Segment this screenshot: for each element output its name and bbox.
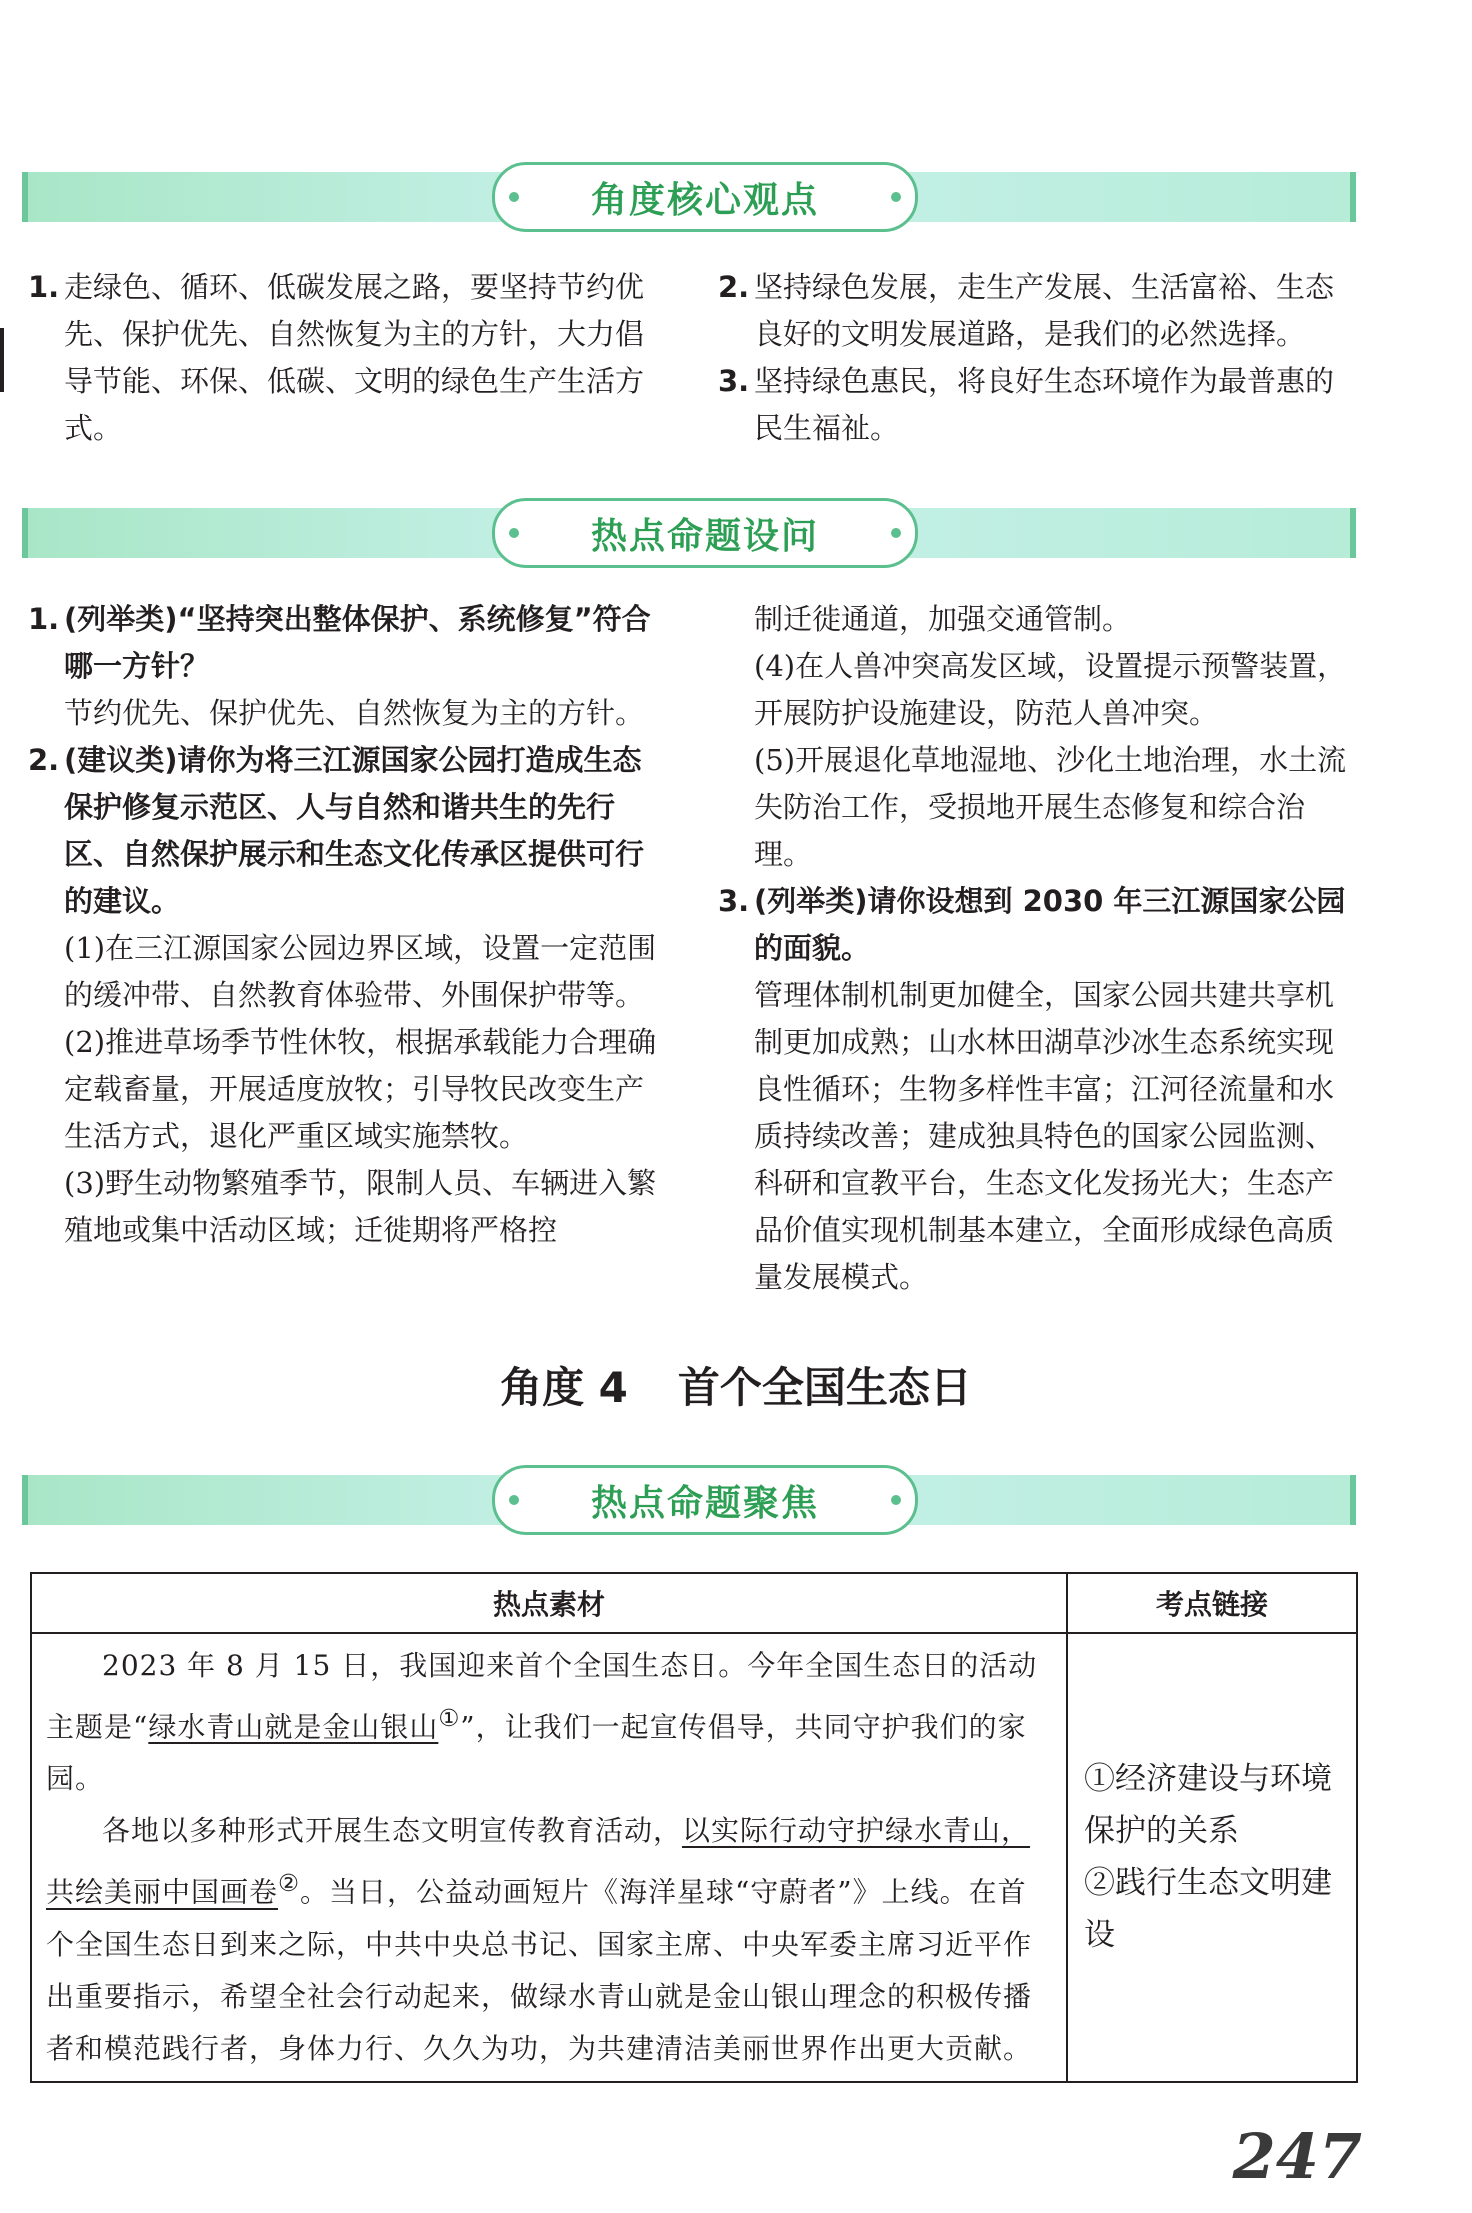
link-item-2: ②践行生态文明建设 bbox=[1084, 1865, 1332, 1954]
focus-banner bbox=[22, 1475, 1356, 1525]
question-2-continued: 制迁徙通道，加强交通管制。 (4)在人兽冲突高发区域，设置提示预警装置，开展防护设施建设，防范人兽冲突。 (5)开展退化草地湿地、沙化土地治理，水土流失防治工作，受损地开展生态修复和综合治理。 bbox=[754, 602, 1347, 871]
link-cell bbox=[1067, 1633, 1357, 2082]
core-point: 3. 坚持绿色惠民，将良好生态环境作为最普惠的民生福祉。 bbox=[718, 364, 1335, 445]
questions-right bbox=[718, 596, 1358, 1301]
material-paragraph-1: 2023 年 8 月 15 日，我国迎来首个全国生态日。今年全国生态日的活动主题是“绿水青山就是金山银山①”，让我们一起宣传倡导，共同守护我们的家园。 bbox=[46, 1649, 1038, 1796]
core-point: 2. 坚持绿色发展，走生产发展、生活富裕、生态良好的文明发展道路，是我们的必然选择。 bbox=[718, 270, 1335, 351]
link-item-1: ①经济建设与环境保护的关系 bbox=[1084, 1761, 1332, 1850]
material-paragraph-2: 各地以多种形式开展生态文明宣传教育活动，以实际行动守护绿水青山，共绘美丽中国画卷②。当日，公益动画短片《海洋星球“守蔚者”》上线。在首个全国生态日到来之际，中共中央总书记、国家主席、中央军委主席习近平作出重要指示，希望全社会行动起来，做绿水青山就是金山银山理念的积极传播者和模范践行者，身体力行、久久为功，为共建清洁美丽世界作出更大贡献。 bbox=[46, 1814, 1033, 2065]
table-row bbox=[31, 1633, 1357, 2082]
core-point: 1. 走绿色、循环、低碳发展之路，要坚持节约优先、保护优先、自然恢复为主的方针，大力倡导节能、环保、低碳、文明的绿色生产生活方式。 bbox=[28, 270, 645, 445]
section-heading bbox=[0, 1355, 1472, 1415]
section-title: 首个全国生态日 bbox=[677, 1363, 972, 1412]
core-points-left bbox=[28, 264, 658, 452]
column-header-material: 热点素材 bbox=[31, 1573, 1067, 1633]
question-2: 2. (建议类)请你为将三江源国家公园打造成生态保护修复示范区、人与自然和谐共生的先行区、自然保护展示和生态文化传承区提供可行的建议。 (1)在三江源国家公园边界区域，设置一定范围的缓冲带、自然教育体验带、外围保护带等。 (2)推进草场季节性休牧，根据承载能力合理确定载畜量，开展适度放牧；引导牧民改变生产生活方式，退化严重区域实施禁牧。 (3)野生动物繁殖季节，限制人员、车辆进入繁殖地或集中活动区域；迁徙期将严格控 bbox=[28, 743, 657, 1247]
page-edge-mark bbox=[0, 328, 4, 392]
focus-title: 热点命题聚焦 bbox=[590, 1482, 819, 1524]
core-views-banner bbox=[22, 172, 1356, 222]
question-1: 1. (列举类)“坚持突出整体保护、系统修复”符合哪一方针？ 节约优先、保护优先、自然恢复为主的方针。 bbox=[28, 602, 651, 730]
table-header-row bbox=[31, 1573, 1357, 1633]
questions-title: 热点命题设问 bbox=[590, 515, 819, 557]
questions-banner bbox=[22, 508, 1356, 558]
core-views-title: 角度核心观点 bbox=[590, 179, 819, 221]
material-cell bbox=[31, 1633, 1067, 2082]
column-header-link: 考点链接 bbox=[1067, 1573, 1357, 1633]
question-3: 3. (列举类)请你设想到 2030 年三江源国家公园的面貌。 管理体制机制更加健全，国家公园共建共享机制更加成熟；山水林田湖草沙冰生态系统实现良性循环；生物多样性丰富；江河径流量和水质持续改善；建成独具特色的国家公园监测、科研和宣教平台，生态文化发扬光大；生态产品价值实现机制基本建立，全面形成绿色高质量发展模式。 bbox=[718, 884, 1346, 1294]
questions-left bbox=[28, 596, 658, 1254]
hot-topic-table bbox=[30, 1572, 1358, 2083]
page-number: 247 bbox=[1232, 2120, 1362, 2193]
section-label: 角度 4 bbox=[500, 1363, 628, 1412]
core-points-right bbox=[718, 264, 1358, 452]
